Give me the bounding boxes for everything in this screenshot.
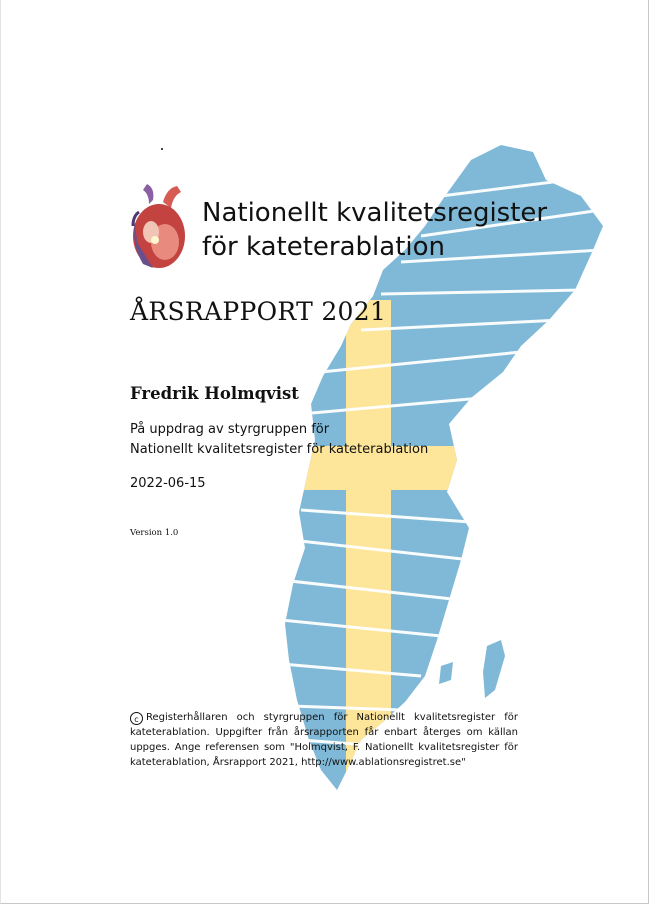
- heart-logo-icon: [127, 182, 195, 272]
- assignment-line1: På uppdrag av styrgruppen för: [130, 422, 330, 437]
- registry-title-line1: Nationellt kvalitetsregister: [202, 198, 548, 228]
- report-title: ÅRSRAPPORT 2021: [130, 297, 387, 326]
- stray-dot: [161, 148, 163, 150]
- copyright-icon: c: [130, 712, 143, 725]
- report-date: 2022-06-15: [130, 476, 206, 491]
- registry-title: [202, 196, 547, 264]
- version-label: Version 1.0: [130, 528, 179, 538]
- copyright-text: Registerhållaren och styrgruppen för Nationellt kvalitetsregister för kateterablation. Uppgifter från årsrapporten får enbart återges om källan uppges. Ange referensen som "Holmqvist, F. Nationellt kvalitetsregister för kateterablation, Årsrapport 2021, http://www.ablationsregistret.se": [130, 712, 518, 768]
- author-name: Fredrik Holmqvist: [130, 384, 299, 403]
- registry-title-line2: för kateterablation: [202, 232, 446, 262]
- assignment-line2: Nationellt kvalitetsregister för kateterablation: [130, 442, 429, 457]
- assignment-text: [130, 420, 428, 460]
- copyright-notice: [130, 710, 518, 770]
